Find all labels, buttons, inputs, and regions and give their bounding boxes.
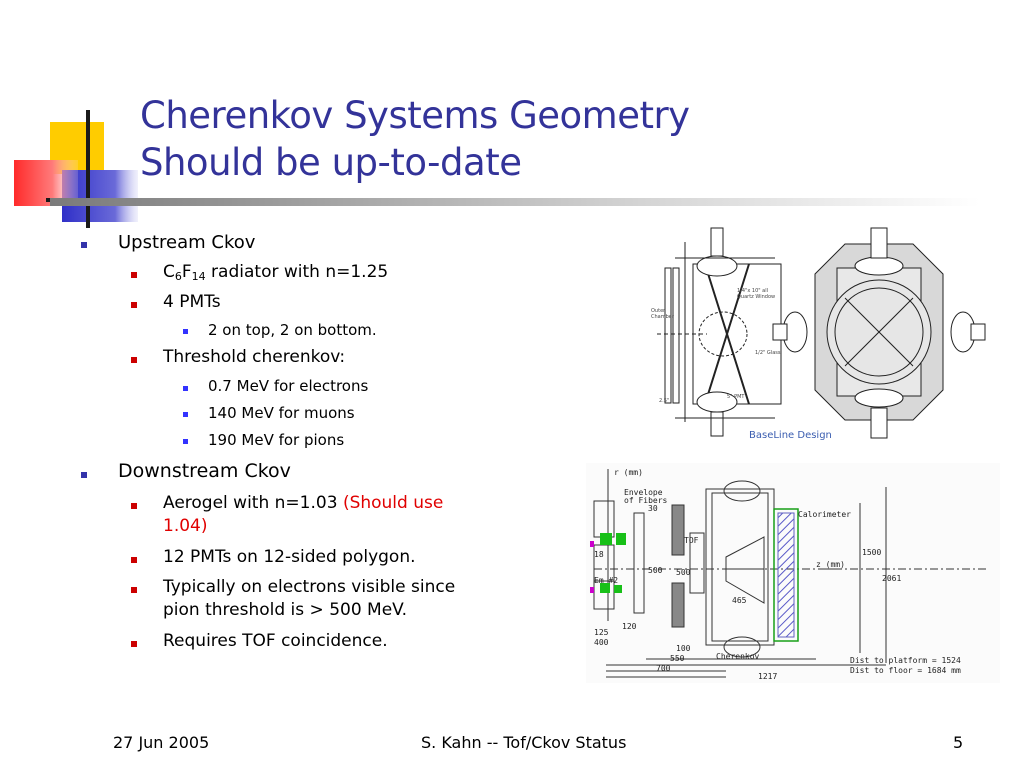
svg-text:Em #2: Em #2	[594, 576, 619, 585]
bullet-marker	[131, 357, 137, 363]
svg-text:500: 500	[676, 568, 691, 577]
bullet-electrons: 0.7 MeV for electrons	[208, 377, 369, 395]
bullet-downstream: Downstream Ckov	[118, 460, 291, 482]
bullet-polygon: 12 PMTs on 12-sided polygon.	[163, 547, 416, 567]
svg-text:465: 465	[732, 596, 747, 605]
bullet-pions: 190 MeV for pions	[208, 431, 345, 449]
bullet-radiator: $C_6F_{14}$ radiator with n=1.25	[163, 262, 389, 283]
bullet-aerogel-note: 1.04)	[163, 516, 208, 536]
bullet-electrons-visible-cont: pion threshold is > 500 MeV.	[163, 600, 408, 620]
footer-page-number: 5	[953, 733, 964, 752]
svg-text:2061: 2061	[882, 574, 902, 583]
svg-text:Envelope: Envelope	[624, 488, 663, 497]
svg-text:Calorimeter: Calorimeter	[798, 510, 851, 519]
title-line-1: Cherenkov Systems Geometry	[140, 94, 690, 137]
upstream-figure-caption: BaseLine Design	[749, 430, 832, 441]
bullet-tof: Requires TOF coincidence.	[163, 631, 388, 651]
svg-text:of Fibers: of Fibers	[624, 496, 668, 505]
svg-text:Outer: Outer	[651, 308, 666, 314]
svg-text:18: 18	[594, 550, 604, 559]
svg-text:400: 400	[594, 638, 609, 647]
svg-text:1500: 1500	[862, 548, 882, 557]
title-line-2: Should be up-to-date	[140, 141, 522, 184]
svg-text:TOF: TOF	[684, 536, 699, 545]
svg-text:125: 125	[594, 628, 609, 637]
svg-text:Dist to platform = 1524: Dist to platform = 1524	[850, 656, 961, 665]
footer-center: S. Kahn -- Tof/Ckov Status	[421, 733, 627, 752]
bullet-marker	[131, 302, 137, 308]
bullet-marker	[183, 439, 188, 444]
footer-date: 27 Jun 2005	[113, 733, 210, 752]
bullet-marker	[81, 472, 87, 478]
bullet-marker	[131, 641, 137, 647]
svg-text:1/4"x 10" all: 1/4"x 10" all	[737, 288, 768, 294]
bullet-marker	[131, 587, 137, 593]
bullet-upstream: Upstream Ckov	[118, 232, 256, 253]
svg-text:Chamber: Chamber	[651, 314, 674, 320]
bullet-marker	[183, 329, 188, 334]
bullet-electrons-visible: Typically on electrons visible since	[163, 577, 456, 597]
bullet-threshold: Threshold cherenkov:	[163, 347, 346, 367]
downstream-ckov-drawing	[586, 463, 1000, 683]
svg-text:5" PMT: 5" PMT	[727, 394, 745, 400]
bullet-marker	[131, 272, 137, 278]
bullet-marker	[183, 386, 188, 391]
svg-text:r (mm): r (mm)	[614, 468, 643, 477]
svg-text:700: 700	[656, 664, 671, 673]
bullet-marker	[131, 503, 137, 509]
svg-text:500: 500	[648, 566, 663, 575]
svg-text:100: 100	[676, 644, 691, 653]
bullet-marker	[131, 557, 137, 563]
svg-text:Cherenkov: Cherenkov	[716, 652, 760, 661]
svg-text:Quartz Window: Quartz Window	[737, 294, 776, 300]
bullet-aerogel: Aerogel with n=1.03 (Should use	[163, 493, 444, 513]
svg-text:550: 550	[670, 654, 685, 663]
bullet-marker	[81, 242, 87, 248]
bullet-top-bottom: 2 on top, 2 on bottom.	[208, 321, 377, 339]
svg-text:30: 30	[648, 504, 658, 513]
upstream-ckov-drawing	[645, 222, 1005, 442]
svg-text:120: 120	[622, 622, 637, 631]
svg-text:1/2" Glass: 1/2" Glass	[755, 350, 781, 356]
bullet-pmts: 4 PMTs	[163, 292, 221, 312]
bullet-marker	[183, 412, 188, 417]
svg-text:Dist to floor = 1684 mm: Dist to floor = 1684 mm	[850, 666, 961, 675]
bullet-muons: 140 MeV for muons	[208, 404, 355, 422]
svg-text:2.5": 2.5"	[659, 398, 670, 404]
svg-text:1217: 1217	[758, 672, 778, 681]
svg-text:z (mm): z (mm)	[816, 560, 845, 569]
